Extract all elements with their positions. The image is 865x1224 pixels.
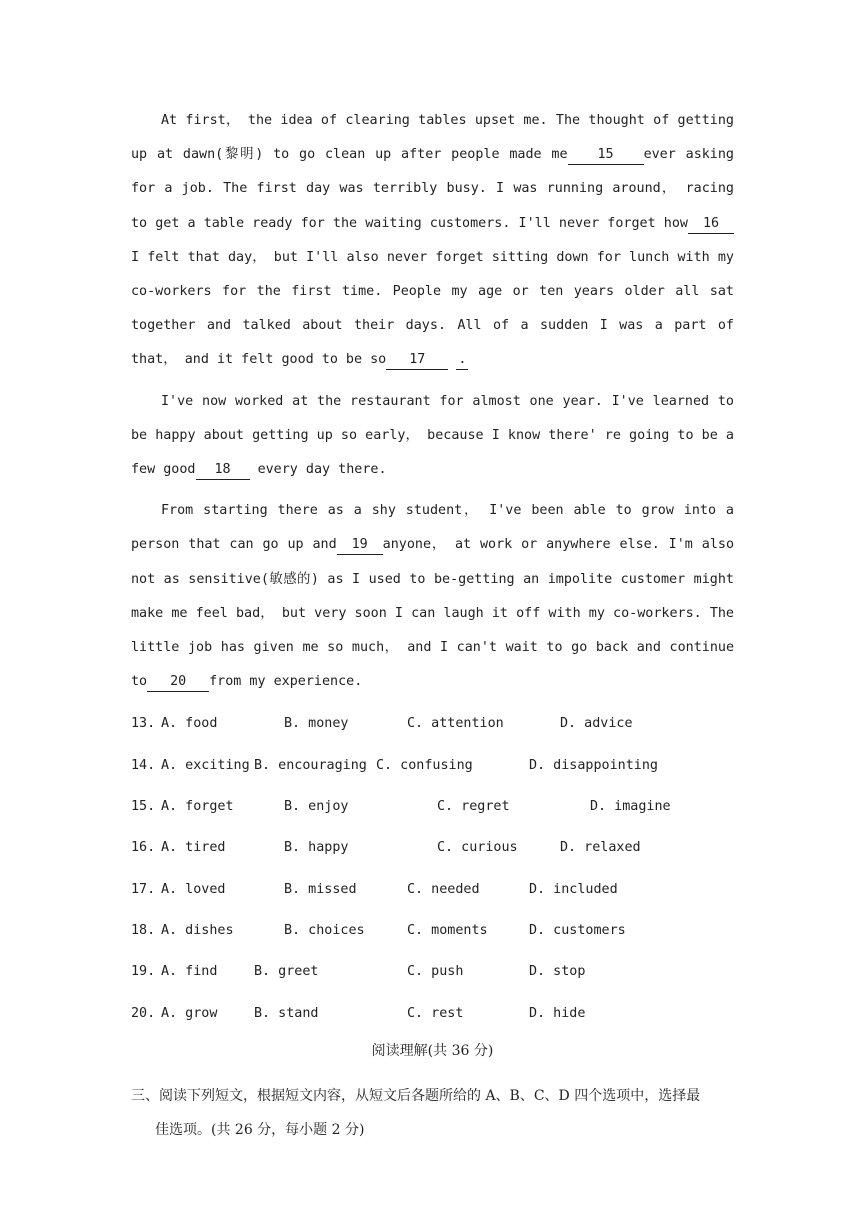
option-c[interactable]: C. needed	[407, 881, 480, 897]
question-row	[131, 872, 734, 913]
option-c[interactable]: C. regret	[437, 799, 510, 815]
option-d[interactable]: D. hide	[529, 1005, 586, 1021]
option-d[interactable]: D. customers	[529, 922, 626, 938]
question-row	[131, 954, 734, 995]
option-d[interactable]: D. included	[529, 881, 618, 897]
passage-text: ever asking for a job. The first day was terribly busy. I was running around， racing to get a table ready for the waiting customers. I'll never forget how	[131, 147, 734, 231]
passage-paragraph-2	[131, 385, 734, 488]
question-row	[131, 996, 734, 1037]
passage-paragraph-3	[131, 494, 734, 699]
question-number: 13.	[131, 716, 156, 732]
option-a[interactable]: A. find	[161, 964, 218, 980]
blank-20[interactable]: 20	[147, 673, 209, 692]
option-c[interactable]: C. push	[407, 964, 464, 980]
blank-18[interactable]: 18	[196, 461, 250, 480]
option-c[interactable]: C. confusing	[376, 757, 473, 773]
section-instruction	[131, 1079, 734, 1147]
question-row	[131, 706, 734, 747]
section-title: 阅读理解(共 36 分)	[371, 1042, 494, 1059]
passage-text: every day there.	[257, 462, 387, 478]
passage-paragraph-1	[131, 104, 734, 378]
question-number: 16.	[131, 840, 156, 856]
option-a[interactable]: A. grow	[161, 1005, 218, 1021]
passage-text: I've now worked at the restaurant for almost one year. I've learned to be happy about getting up so early， because I know there' re going to be a few good	[131, 393, 734, 478]
option-d[interactable]: D. advice	[560, 716, 633, 732]
option-c[interactable]: C. attention	[407, 716, 504, 732]
option-b[interactable]: B. encouraging	[254, 757, 367, 773]
passage-text: anyone， at work or anywhere else. I'm also not as sensitive(敏感的) as I used to be-getting an impolite customer might make me feel bad， but very soon I can laugh it off with my co-workers. The little job has given me so much， and I can't wait to go back and continue to	[131, 537, 735, 690]
option-c[interactable]: C. curious	[437, 840, 518, 856]
question-number: 19.	[131, 964, 156, 980]
question-row	[131, 830, 734, 871]
question-row	[131, 789, 734, 830]
passage-text: from my experience.	[209, 674, 363, 690]
option-b[interactable]: B. happy	[284, 840, 349, 856]
passage-text: From starting there as a shy student， I've been able to grow into a person that can go up and	[131, 503, 734, 553]
passage-text: At first， the idea of clearing tables upset me. The thought of getting up at dawn(黎明) to go clean up after people made me	[131, 113, 734, 163]
question-row	[131, 748, 734, 789]
option-b[interactable]: B. missed	[284, 881, 357, 897]
instruction-line-2: 佳选项。(共 26 分，每小题 2 分)	[155, 1121, 365, 1138]
option-b[interactable]: B. enjoy	[284, 799, 349, 815]
question-number: 18.	[131, 922, 156, 938]
blank-19[interactable]: 19	[337, 536, 383, 555]
option-c[interactable]: C. rest	[407, 1005, 464, 1021]
option-a[interactable]: A. forget	[161, 799, 234, 815]
passage-text: I felt that day， but I'll also never forget sitting down for lunch with my co-workers for the first time. People my age or ten years older all sat together and talked about their days. All of a sudden I was a part of that， and it felt good to be so	[131, 249, 734, 368]
question-number: 20.	[131, 1005, 156, 1021]
blank-period: .	[456, 351, 468, 370]
question-number: 17.	[131, 881, 156, 897]
option-a[interactable]: A. exciting	[161, 757, 250, 773]
question-number: 14.	[131, 757, 156, 773]
option-d[interactable]: D. relaxed	[560, 840, 641, 856]
option-a[interactable]: A. tired	[161, 840, 226, 856]
question-options-list	[131, 706, 734, 1036]
option-a[interactable]: A. loved	[161, 881, 226, 897]
option-b[interactable]: B. greet	[254, 964, 319, 980]
option-b[interactable]: B. money	[284, 716, 349, 732]
option-d[interactable]: D. stop	[529, 964, 586, 980]
option-d[interactable]: D. imagine	[590, 799, 671, 815]
exam-page	[131, 104, 734, 1147]
blank-16[interactable]: 16	[688, 215, 734, 234]
instruction-line-1: 三、阅读下列短文，根据短文内容，从短文后各题所给的 A、B、C、D 四个选项中，选择最	[131, 1087, 701, 1104]
option-d[interactable]: D. disappointing	[529, 757, 658, 773]
blank-15[interactable]: 15	[568, 146, 644, 165]
option-b[interactable]: B. stand	[254, 1005, 319, 1021]
option-b[interactable]: B. choices	[284, 922, 365, 938]
question-number: 15.	[131, 799, 156, 815]
question-row	[131, 913, 734, 954]
option-a[interactable]: A. dishes	[161, 922, 234, 938]
blank-17[interactable]: 17	[386, 351, 448, 370]
option-a[interactable]: A. food	[161, 716, 218, 732]
option-c[interactable]: C. moments	[407, 922, 488, 938]
